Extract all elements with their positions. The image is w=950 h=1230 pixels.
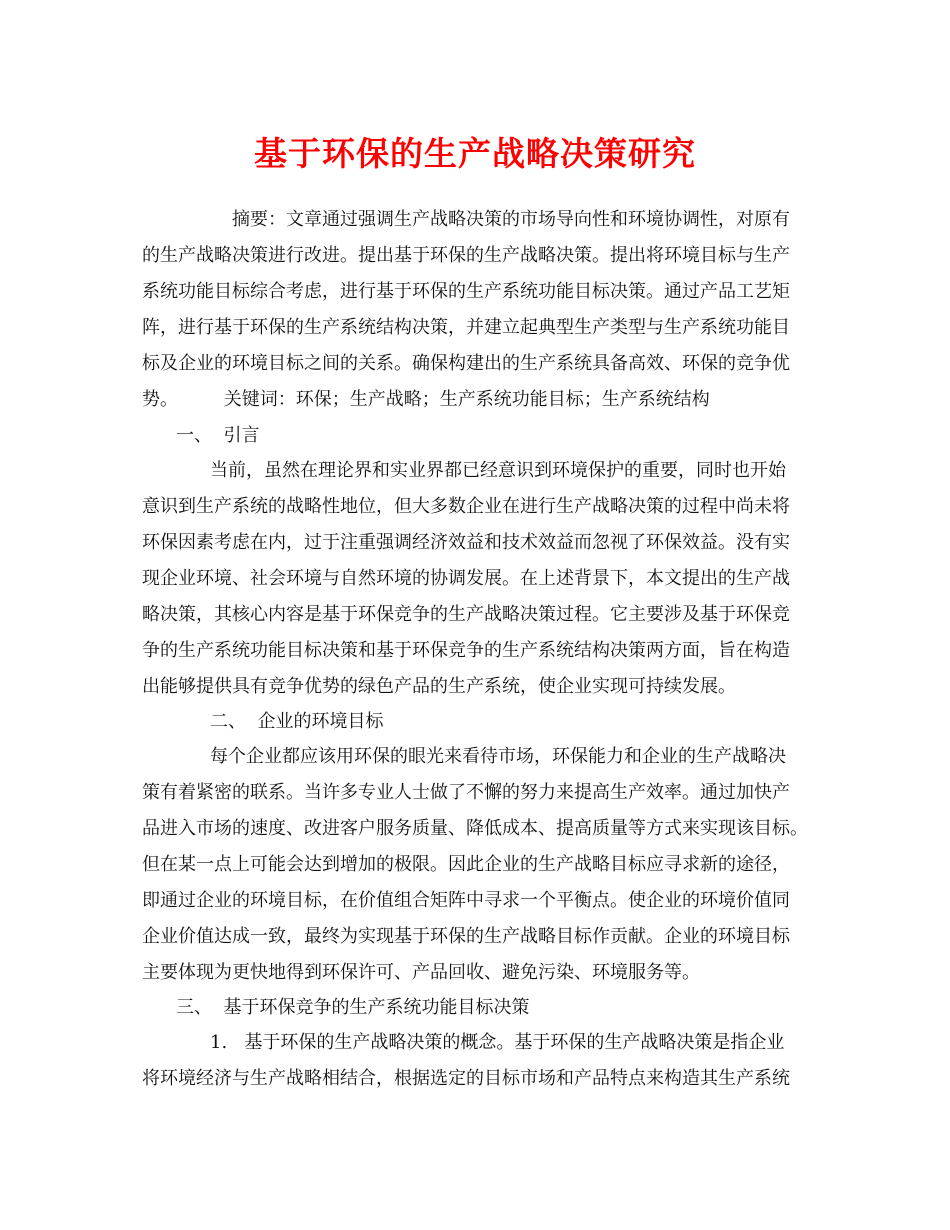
document-title: 基于环保的生产战略决策研究 xyxy=(254,134,696,173)
abstract-line: 标及企业的环境目标之间的关系。确保构建出的生产系统具备高效、环保的竞争优 xyxy=(142,353,790,374)
paragraph-line: 策有着紧密的联系。当许多专业人士做了不懈的努力来提高生产效率。通过加快产 xyxy=(142,782,790,803)
section-heading: 三、 基于环保竞争的生产系统功能目标决策 xyxy=(176,997,530,1018)
section-heading: 一、 引言 xyxy=(176,425,260,446)
paragraph-line: 意识到生产系统的战略性地位，但大多数企业在进行生产战略决策的过程中尚未将 xyxy=(142,496,790,517)
paragraph-line: 1. 基于环保的生产战略决策的概念。基于环保的生产战略决策是指企业 xyxy=(210,1032,785,1053)
paragraph-line: 每个企业都应该用环保的眼光来看待市场，环保能力和企业的生产战略决 xyxy=(210,746,786,767)
abstract-line: 系统功能目标综合考虑，进行基于环保的生产系统功能目标决策。通过产品工艺矩 xyxy=(142,281,790,302)
paragraph-line: 企业价值达成一致，最终为实现基于环保的生产战略目标作贡献。企业的环境目标 xyxy=(142,926,790,947)
paragraph-line: 现企业环境、社会环境与自然环境的协调发展。在上述背景下，本文提出的生产战 xyxy=(142,568,790,589)
paragraph-line: 但在某一点上可能会达到增加的极限。因此企业的生产战略目标应寻求新的途径， xyxy=(142,854,790,875)
paragraph-line: 当前，虽然在理论界和实业界都已经意识到环境保护的重要，同时也开始 xyxy=(210,460,786,481)
paragraph-line: 环保因素考虑在内，过于注重强调经济效益和技术效益而忽视了环保效益。没有实 xyxy=(142,532,790,553)
paragraph-line: 略决策，其核心内容是基于环保竞争的生产战略决策过程。它主要涉及基于环保竞 xyxy=(142,604,790,625)
abstract-keywords-line: 势。 关键词：环保；生产战略；生产系统功能目标；生产系统结构 xyxy=(142,389,710,410)
abstract-line: 阵，进行基于环保的生产系统结构决策，并建立起典型生产类型与生产系统功能目 xyxy=(142,317,790,338)
paragraph-line: 争的生产系统功能目标决策和基于环保竞争的生产系统结构决策两方面，旨在构造 xyxy=(142,640,790,661)
abstract-line: 摘要：文章通过强调生产战略决策的市场导向性和环境协调性，对原有 xyxy=(232,209,790,230)
paragraph-line: 出能够提供具有竞争优势的绿色产品的生产系统，使企业实现可持续发展。 xyxy=(142,676,736,697)
paragraph-line: 即通过企业的环境目标，在价值组合矩阵中寻求一个平衡点。使企业的环境价值同 xyxy=(142,890,790,911)
section-heading: 二、 企业的环境目标 xyxy=(210,711,384,732)
paragraph-line: 将环境经济与生产战略相结合，根据选定的目标市场和产品特点来构造其生产系统 xyxy=(142,1068,790,1089)
abstract-line: 的生产战略决策进行改进。提出基于环保的生产战略决策。提出将环境目标与生产 xyxy=(142,245,790,266)
paragraph-line: 品进入市场的速度、改进客户服务质量、降低成本、提高质量等方式来实现该目标。 xyxy=(142,818,808,839)
paragraph-line: 主要体现为更快地得到环保许可、产品回收、避免污染、环境服务等。 xyxy=(142,962,700,983)
